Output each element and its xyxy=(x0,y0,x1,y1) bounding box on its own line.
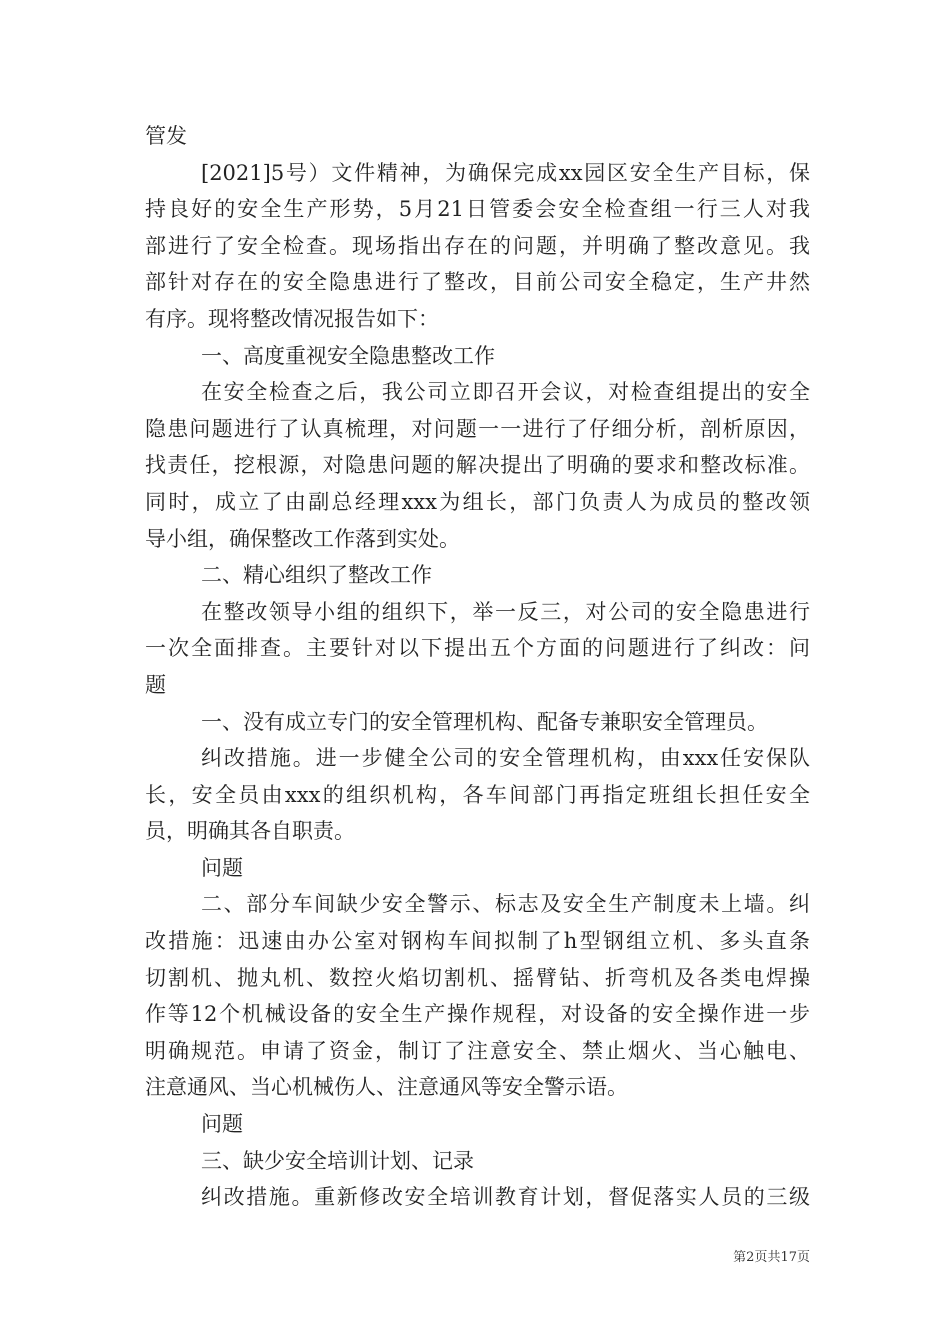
text-line: 在安全检查之后，我公司立即召开会议，对检查组提出的安全 xyxy=(201,380,810,405)
text-line: 同时，成立了由副总经理xxx为组长，部门负责人为成员的整改领 xyxy=(145,489,810,514)
text-line: 管发 xyxy=(145,124,187,148)
text-line: 问题 xyxy=(201,855,243,880)
text-line: 纠改措施。进一步健全公司的安全管理机构，由xxx任安保队 xyxy=(201,746,810,771)
text-line: 找责任，挖根源，对隐患问题的解决提出了明确的要求和整改标准。 xyxy=(145,453,810,478)
text-line: 问题 xyxy=(201,1112,243,1137)
page-number-footer: 第2页共17页 xyxy=(733,1250,810,1265)
text-line: 隐患问题进行了认真梳理，对问题一一进行了仔细分析，剖析原因， xyxy=(145,416,810,441)
text-line: 有序。现将整改情况报告如下： xyxy=(145,306,439,331)
document-body xyxy=(145,118,810,1216)
text-line: 一、高度重视安全隐患整改工作 xyxy=(201,343,495,368)
text-line: 三、缺少安全培训计划、记录 xyxy=(201,1148,474,1173)
text-line: 员，明确其各自职责。 xyxy=(145,819,355,844)
text-line: 导小组，确保整改工作落到实处。 xyxy=(145,526,460,551)
text-line: 部针对存在的安全隐患进行了整改，目前公司安全稳定，生产井然 xyxy=(145,270,810,295)
text-line: 二、部分车间缺少安全警示、标志及安全生产制度未上墙。纠 xyxy=(201,892,810,917)
text-line: 切割机、抛丸机、数控火焰切割机、摇臂钻、折弯机及各类电焊操 xyxy=(145,965,810,990)
text-line: 改措施：迅速由办公室对钢构车间拟制了h型钢组立机、多头直条 xyxy=(145,929,810,954)
text-line: 一次全面排查。主要针对以下提出五个方面的问题进行了纠改：问 xyxy=(145,636,810,661)
text-line: 纠改措施。重新修改安全培训教育计划，督促落实人员的三级 xyxy=(201,1185,810,1210)
text-line: 二、精心组织了整改工作 xyxy=(201,563,432,588)
text-line: 注意通风、当心机械伤人、注意通风等安全警示语。 xyxy=(145,1075,628,1100)
text-line: 作等12个机械设备的安全生产操作规程，对设备的安全操作进一步 xyxy=(145,1002,810,1027)
text-line: 在整改领导小组的组织下，举一反三，对公司的安全隐患进行 xyxy=(201,599,810,624)
text-line: 部进行了安全检查。现场指出存在的问题，并明确了整改意见。我 xyxy=(145,233,810,258)
text-line: [2021]5号）文件精神，为确保完成xx园区安全生产目标，保 xyxy=(201,160,810,185)
text-line: 题 xyxy=(145,672,166,697)
text-line: 持良好的安全生产形势，5月21日管委会安全检查组一行三人对我 xyxy=(145,197,810,222)
text-line: 一、没有成立专门的安全管理机构、配备专兼职安全管理员。 xyxy=(201,709,768,734)
text-line: 明确规范。申请了资金，制订了注意安全、禁止烟火、当心触电、 xyxy=(145,1038,810,1063)
text-line: 长，安全员由xxx的组织机构，各车间部门再指定班组长担任安全 xyxy=(145,782,810,807)
